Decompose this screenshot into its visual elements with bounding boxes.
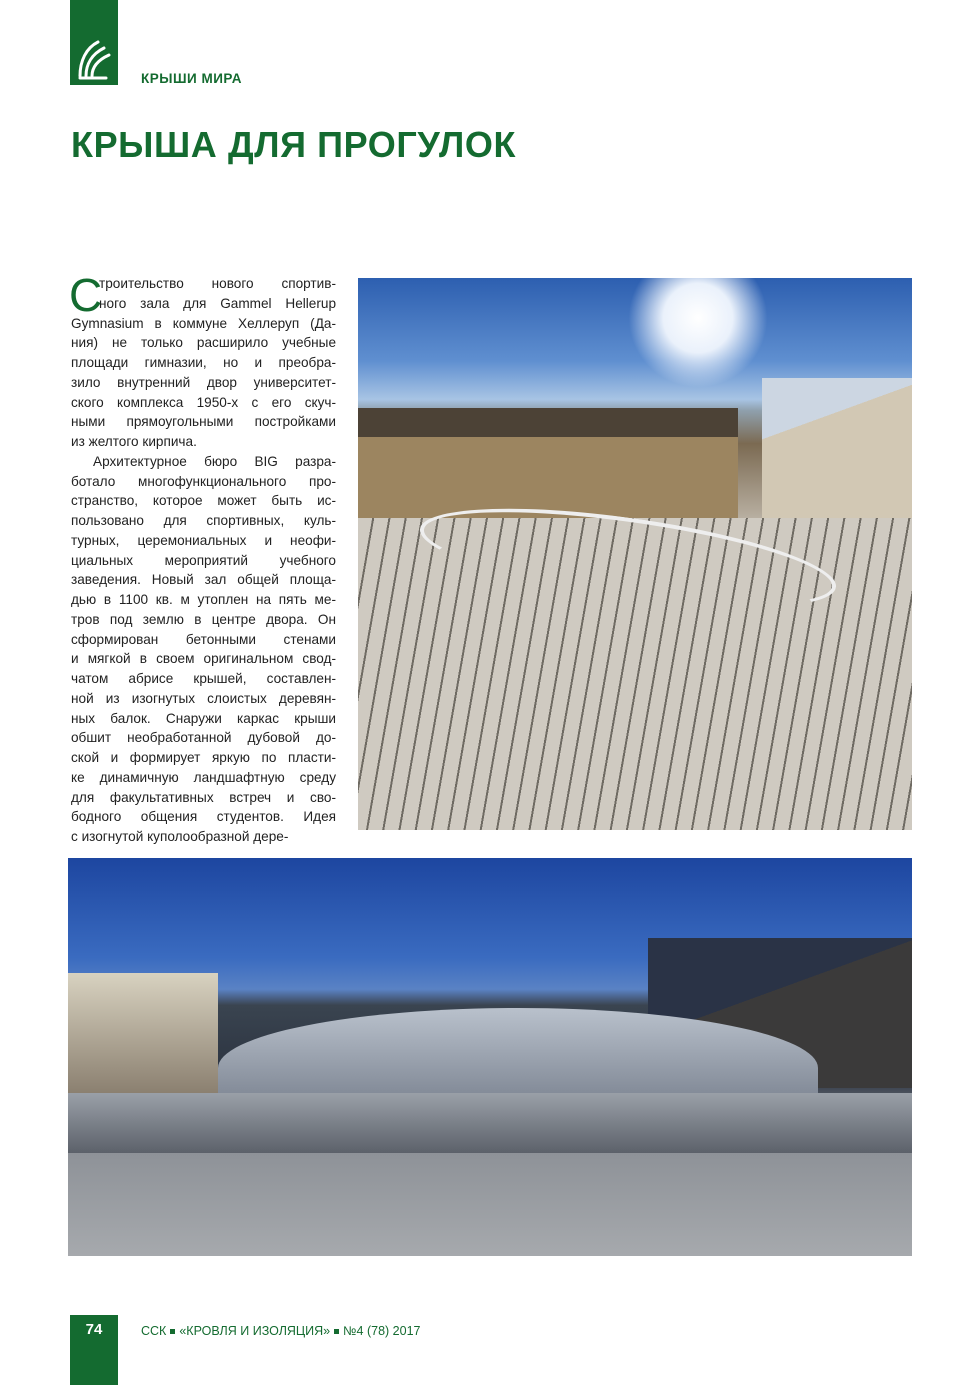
- footer-issue: №4 (78) 2017: [343, 1324, 421, 1338]
- section-label: КРЫШИ МИРА: [141, 71, 242, 86]
- body-line: странство, которое может быть ис-: [71, 493, 336, 509]
- photo-courtyard-day: [358, 278, 912, 830]
- section-marker: [70, 0, 118, 85]
- photo-courtyard-night: [68, 858, 912, 1256]
- body-line: ния) не только расширило учебные: [71, 335, 336, 351]
- footer-magazine: «КРОВЛЯ И ИЗОЛЯЦИЯ»: [179, 1324, 331, 1338]
- body-line: для факультативных встреч и сво-: [71, 789, 336, 805]
- body-line: ными прямоугольными постройками: [71, 414, 336, 430]
- body-line: площади гимназии, но и преобра-: [71, 355, 336, 370]
- body-line: пользовано для спортивных, куль-: [71, 513, 336, 528]
- body-line: ботало многофункционального про-: [71, 473, 336, 489]
- body-line: ке динамичную ландшафтную среду: [71, 769, 336, 785]
- body-line: бодного общения студентов. Идея: [71, 809, 336, 825]
- body-line: сформирован бетонными стенами: [71, 631, 336, 647]
- body-line: зило внутренний двор университет-: [71, 374, 336, 390]
- body-line: циальных мероприятий учебного: [71, 552, 336, 568]
- leaf-logo-icon: [76, 36, 112, 80]
- body-line: дью в 1100 кв. м утоплен на пять ме-: [71, 592, 336, 607]
- page-number: 74: [85, 1321, 103, 1338]
- body-line: из желтого кирпича.: [71, 434, 197, 449]
- drop-cap: С: [69, 269, 103, 321]
- body-line: чатом абрисе крышей, составлен-: [71, 671, 336, 686]
- footer-credit: [141, 1324, 420, 1338]
- body-line: обшит необработанной дубовой до-: [71, 730, 336, 746]
- body-line: ского комплекса 1950-х с его скуч-: [71, 394, 336, 410]
- body-line: ской и формирует яркую по пласти-: [71, 750, 336, 765]
- article-title: КРЫША ДЛЯ ПРОГУЛОК: [71, 124, 517, 165]
- body-line: Архитектурное бюро BIG разра-: [93, 453, 336, 469]
- body-line: ной из изогнутых слоистых деревян-: [71, 690, 336, 706]
- footer-publisher: ССК: [141, 1324, 167, 1338]
- body-line: турных, церемониальных и неофи-: [71, 532, 336, 548]
- body-line: с изогнутой куполообразной дере-: [71, 829, 289, 844]
- body-line: ных балок. Снаружи каркас крыши: [71, 710, 336, 726]
- body-line: Gymnasium в коммуне Хеллеруп (Да-: [71, 315, 336, 331]
- body-line: заведения. Новый зал общей площа-: [71, 572, 336, 588]
- page-number-block: [70, 1315, 118, 1385]
- body-line: троительство нового спортив-: [99, 276, 336, 291]
- body-line: и мягкой в своем оригинальном свод-: [71, 651, 336, 667]
- article-body: [69, 269, 336, 847]
- body-line: ного зала для Gammel Hellerup: [99, 295, 336, 311]
- body-line: тров под землю в центре двора. Он: [71, 611, 336, 627]
